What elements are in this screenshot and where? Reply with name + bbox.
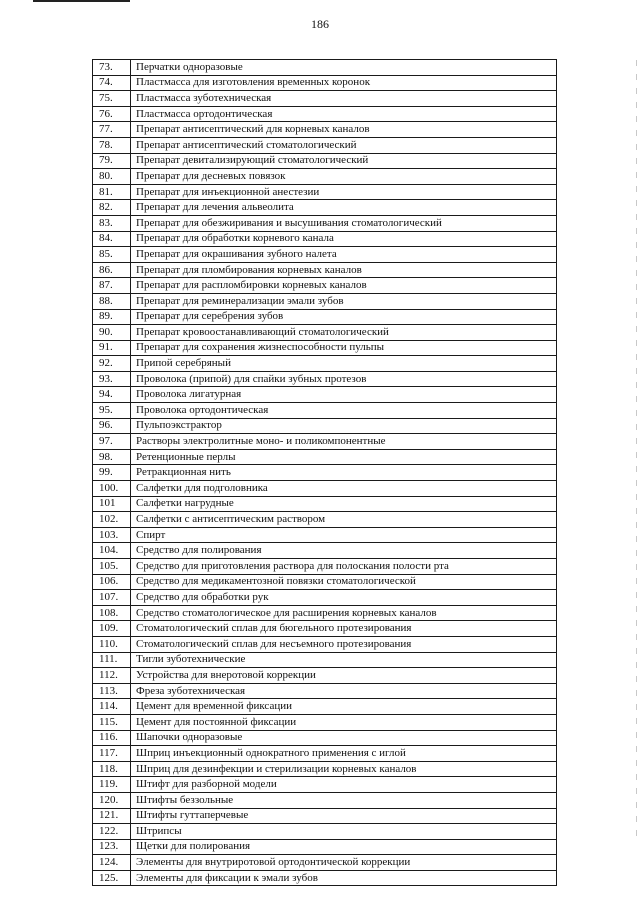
item-name: Спирт [131, 527, 557, 543]
top-rule [33, 0, 130, 2]
row-number: 114. [93, 699, 131, 715]
row-number: 97. [93, 434, 131, 450]
table-row [93, 371, 557, 387]
table-row [93, 543, 557, 559]
item-name: Препарат для сохранения жизнеспособности пульпы [131, 340, 557, 356]
item-name: Препарат кровоостанавливающий стоматологический [131, 325, 557, 341]
row-number: 102. [93, 512, 131, 528]
table-row [93, 278, 557, 294]
table-row [93, 91, 557, 107]
item-name: Салфетки для подголовника [131, 481, 557, 497]
table-row [93, 215, 557, 231]
table-row [93, 636, 557, 652]
row-number: 86. [93, 262, 131, 278]
item-name: Препарат для серебрения зубов [131, 309, 557, 325]
item-name: Средство для полирования [131, 543, 557, 559]
row-number: 92. [93, 356, 131, 372]
row-number: 98. [93, 449, 131, 465]
table-row [93, 434, 557, 450]
row-number: 123. [93, 839, 131, 855]
item-name: Средство для приготовления раствора для полоскания полости рта [131, 559, 557, 575]
row-number: 91. [93, 340, 131, 356]
row-number: 95. [93, 403, 131, 419]
table-row [93, 293, 557, 309]
scan-edge-mark [636, 60, 637, 840]
row-number: 88. [93, 293, 131, 309]
table-row [93, 309, 557, 325]
table-row [93, 169, 557, 185]
row-number: 125. [93, 870, 131, 886]
row-number: 110. [93, 636, 131, 652]
table-row [93, 184, 557, 200]
item-name: Штифты беззольные [131, 792, 557, 808]
table-row [93, 855, 557, 871]
row-number: 90. [93, 325, 131, 341]
item-name: Цемент для временной фиксации [131, 699, 557, 715]
table-row [93, 356, 557, 372]
item-name: Шприц инъекционный однократного применения с иглой [131, 746, 557, 762]
item-name: Препарат девитализирующий стоматологический [131, 153, 557, 169]
item-name: Ретенционные перлы [131, 449, 557, 465]
item-name: Препарат для реминерализации эмали зубов [131, 293, 557, 309]
item-name: Препарат для инъекционной анестезии [131, 184, 557, 200]
row-number: 106. [93, 574, 131, 590]
page-number: 186 [311, 17, 329, 31]
row-number: 96. [93, 418, 131, 434]
row-number: 79. [93, 153, 131, 169]
item-name: Препарат антисептический стоматологический [131, 137, 557, 153]
item-name: Проволока ортодонтическая [131, 403, 557, 419]
item-name: Пластмасса ортодонтическая [131, 106, 557, 122]
item-name: Шприц для дезинфекции и стерилизации корневых каналов [131, 761, 557, 777]
table-row [93, 106, 557, 122]
item-name: Растворы электролитные моно- и поликомпонентные [131, 434, 557, 450]
item-name: Перчатки одноразовые [131, 60, 557, 76]
row-number: 85. [93, 247, 131, 263]
table-row [93, 449, 557, 465]
table-row [93, 75, 557, 91]
row-number: 83. [93, 215, 131, 231]
table-row [93, 247, 557, 263]
items-table [92, 59, 557, 886]
table-row [93, 824, 557, 840]
item-name: Ретракционная нить [131, 465, 557, 481]
row-number: 100. [93, 481, 131, 497]
table-row [93, 403, 557, 419]
item-name: Препарат для лечения альвеолита [131, 200, 557, 216]
table-row [93, 746, 557, 762]
row-number: 124. [93, 855, 131, 871]
item-name: Салфетки нагрудные [131, 496, 557, 512]
item-name: Элементы для внутриротовой ортодонтической коррекции [131, 855, 557, 871]
row-number: 89. [93, 309, 131, 325]
row-number: 105. [93, 559, 131, 575]
table-row [93, 340, 557, 356]
table-row [93, 512, 557, 528]
row-number: 115. [93, 714, 131, 730]
table-row [93, 60, 557, 76]
table-row [93, 200, 557, 216]
row-number: 101 [93, 496, 131, 512]
items-table-body [93, 60, 557, 886]
table-row [93, 870, 557, 886]
item-name: Препарат для десневых повязок [131, 169, 557, 185]
table-row [93, 590, 557, 606]
item-name: Препарат для обезжиривания и высушивания стоматологический [131, 215, 557, 231]
row-number: 76. [93, 106, 131, 122]
table-row [93, 714, 557, 730]
table-row [93, 808, 557, 824]
table-row [93, 605, 557, 621]
table-row [93, 792, 557, 808]
row-number: 104. [93, 543, 131, 559]
row-number: 118. [93, 761, 131, 777]
item-name: Фреза зуботехническая [131, 683, 557, 699]
row-number: 75. [93, 91, 131, 107]
item-name: Штифты гуттаперчевые [131, 808, 557, 824]
row-number: 108. [93, 605, 131, 621]
item-name: Цемент для постоянной фиксации [131, 714, 557, 730]
table-row [93, 496, 557, 512]
row-number: 117. [93, 746, 131, 762]
row-number: 120. [93, 792, 131, 808]
item-name: Препарат антисептический для корневых каналов [131, 122, 557, 138]
row-number: 111. [93, 652, 131, 668]
item-name: Препарат для окрашивания зубного налета [131, 247, 557, 263]
row-number: 109. [93, 621, 131, 637]
item-name: Салфетки с антисептическим раствором [131, 512, 557, 528]
row-number: 112. [93, 668, 131, 684]
row-number: 119. [93, 777, 131, 793]
item-name: Шапочки одноразовые [131, 730, 557, 746]
item-name: Тигли зуботехнические [131, 652, 557, 668]
table-row [93, 839, 557, 855]
item-name: Пульпоэкстрактор [131, 418, 557, 434]
table-row [93, 481, 557, 497]
row-number: 84. [93, 231, 131, 247]
row-number: 113. [93, 683, 131, 699]
table-row [93, 387, 557, 403]
table-row [93, 668, 557, 684]
item-name: Средство стоматологическое для расширения корневых каналов [131, 605, 557, 621]
row-number: 74. [93, 75, 131, 91]
item-name: Средство для обработки рук [131, 590, 557, 606]
row-number: 82. [93, 200, 131, 216]
item-name: Стоматологический сплав для бюгельного протезирования [131, 621, 557, 637]
table-row [93, 652, 557, 668]
row-number: 122. [93, 824, 131, 840]
row-number: 116. [93, 730, 131, 746]
table-row [93, 730, 557, 746]
item-name: Припой серебряный [131, 356, 557, 372]
item-name: Препарат для распломбировки корневых каналов [131, 278, 557, 294]
row-number: 80. [93, 169, 131, 185]
row-number: 78. [93, 137, 131, 153]
table-row [93, 137, 557, 153]
table-row [93, 777, 557, 793]
table-row [93, 683, 557, 699]
row-number: 77. [93, 122, 131, 138]
table-row [93, 122, 557, 138]
row-number: 107. [93, 590, 131, 606]
table-row [93, 262, 557, 278]
row-number: 94. [93, 387, 131, 403]
item-name: Пластмасса для изготовления временных коронок [131, 75, 557, 91]
item-name: Штрипсы [131, 824, 557, 840]
row-number: 81. [93, 184, 131, 200]
table-row [93, 761, 557, 777]
item-name: Щетки для полирования [131, 839, 557, 855]
table-row [93, 699, 557, 715]
item-name: Стоматологический сплав для несъемного протезирования [131, 636, 557, 652]
item-name: Средство для медикаментозной повязки стоматологической [131, 574, 557, 590]
row-number: 87. [93, 278, 131, 294]
table-row [93, 559, 557, 575]
table-row [93, 621, 557, 637]
item-name: Штифт для разборной модели [131, 777, 557, 793]
table-row [93, 325, 557, 341]
table-row [93, 527, 557, 543]
item-name: Пластмасса зуботехническая [131, 91, 557, 107]
item-name: Проволока лигатурная [131, 387, 557, 403]
item-name: Препарат для обработки корневого канала [131, 231, 557, 247]
row-number: 93. [93, 371, 131, 387]
row-number: 73. [93, 60, 131, 76]
table-row [93, 153, 557, 169]
row-number: 99. [93, 465, 131, 481]
item-name: Препарат для пломбирования корневых каналов [131, 262, 557, 278]
table-row [93, 418, 557, 434]
table-row [93, 574, 557, 590]
item-name: Устройства для внеротовой коррекции [131, 668, 557, 684]
row-number: 121. [93, 808, 131, 824]
table-row [93, 465, 557, 481]
item-name: Элементы для фиксации к эмали зубов [131, 870, 557, 886]
row-number: 103. [93, 527, 131, 543]
table-row [93, 231, 557, 247]
item-name: Проволока (припой) для спайки зубных протезов [131, 371, 557, 387]
